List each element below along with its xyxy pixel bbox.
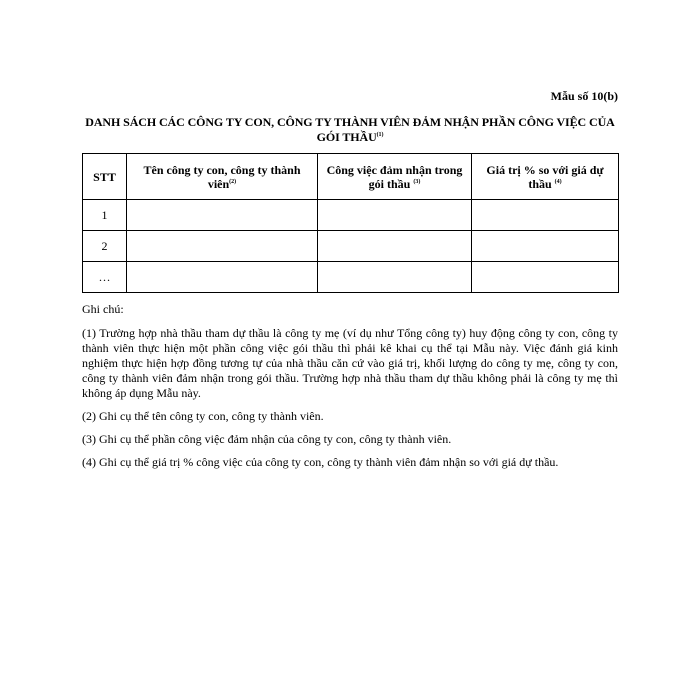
header-work-footnote: (3) [413, 178, 421, 185]
header-value-label: Giá trị % so với giá dự thầu [486, 162, 604, 191]
header-company-footnote: (2) [229, 178, 237, 185]
cell-value [472, 262, 619, 293]
title-text: DANH SÁCH CÁC CÔNG TY CON, CÔNG TY THÀNH VIÊN ĐẢM NHẬN PHẦN CÔNG VIỆC CỦA GÓI THẦU [85, 115, 615, 144]
header-value [472, 154, 619, 200]
cell-company [127, 231, 318, 262]
header-stt-label: STT [93, 169, 116, 184]
table-row [83, 231, 619, 262]
cell-stt: 2 [83, 231, 127, 262]
header-company [127, 154, 318, 200]
notes-heading: Ghi chú: [82, 302, 124, 316]
cell-value [472, 231, 619, 262]
note-item-3: (3) Ghi cụ thể phần công việc đảm nhận của công ty con, công ty thành viên. [82, 432, 452, 446]
cell-company [127, 262, 318, 293]
header-company-label: Tên công ty con, công ty thành viên [143, 162, 301, 191]
header-work [318, 154, 472, 200]
note-item-4: (4) Ghi cụ thể giá trị % công việc của công ty con, công ty thành viên đảm nhận so với giá dự thầu. [82, 455, 559, 469]
document-title [82, 115, 618, 145]
header-work-label: Công việc đảm nhận trong gói thầu [326, 162, 463, 191]
notes-section [82, 302, 618, 478]
table-header-row [83, 154, 619, 200]
table-row [83, 262, 619, 293]
cell-company [127, 200, 318, 231]
header-value-footnote: (4) [554, 178, 562, 185]
note-item-1: (1) Trường hợp nhà thầu tham dự thầu là công ty mẹ (ví dụ như Tổng công ty) huy động công ty con, công ty thành viên thực hiện một phần công việc gói thầu thì phải kê khai cụ thể tại Mẫu này. Việc đánh giá kinh nghiệm thực hiện hợp đồng tương tự của nhà thầu căn cứ vào giá trị, khối lượng do công ty mẹ, công ty con, công ty thành viên đảm nhận trong gói thầu. Trường hợp nhà thầu tham dự thầu không phải là công ty mẹ thì không áp dụng Mẫu này. [82, 326, 618, 400]
note-item-2: (2) Ghi cụ thể tên công ty con, công ty thành viên. [82, 409, 324, 423]
cell-value [472, 200, 619, 231]
subsidiary-table [82, 153, 619, 293]
title-footnote: (1) [376, 132, 384, 138]
cell-work [318, 231, 472, 262]
cell-work [318, 200, 472, 231]
header-stt [83, 154, 127, 200]
cell-stt: 1 [83, 200, 127, 231]
table-row [83, 200, 619, 231]
cell-work [318, 262, 472, 293]
cell-stt: … [83, 262, 127, 293]
form-code: Mẫu số 10(b) [550, 89, 618, 103]
